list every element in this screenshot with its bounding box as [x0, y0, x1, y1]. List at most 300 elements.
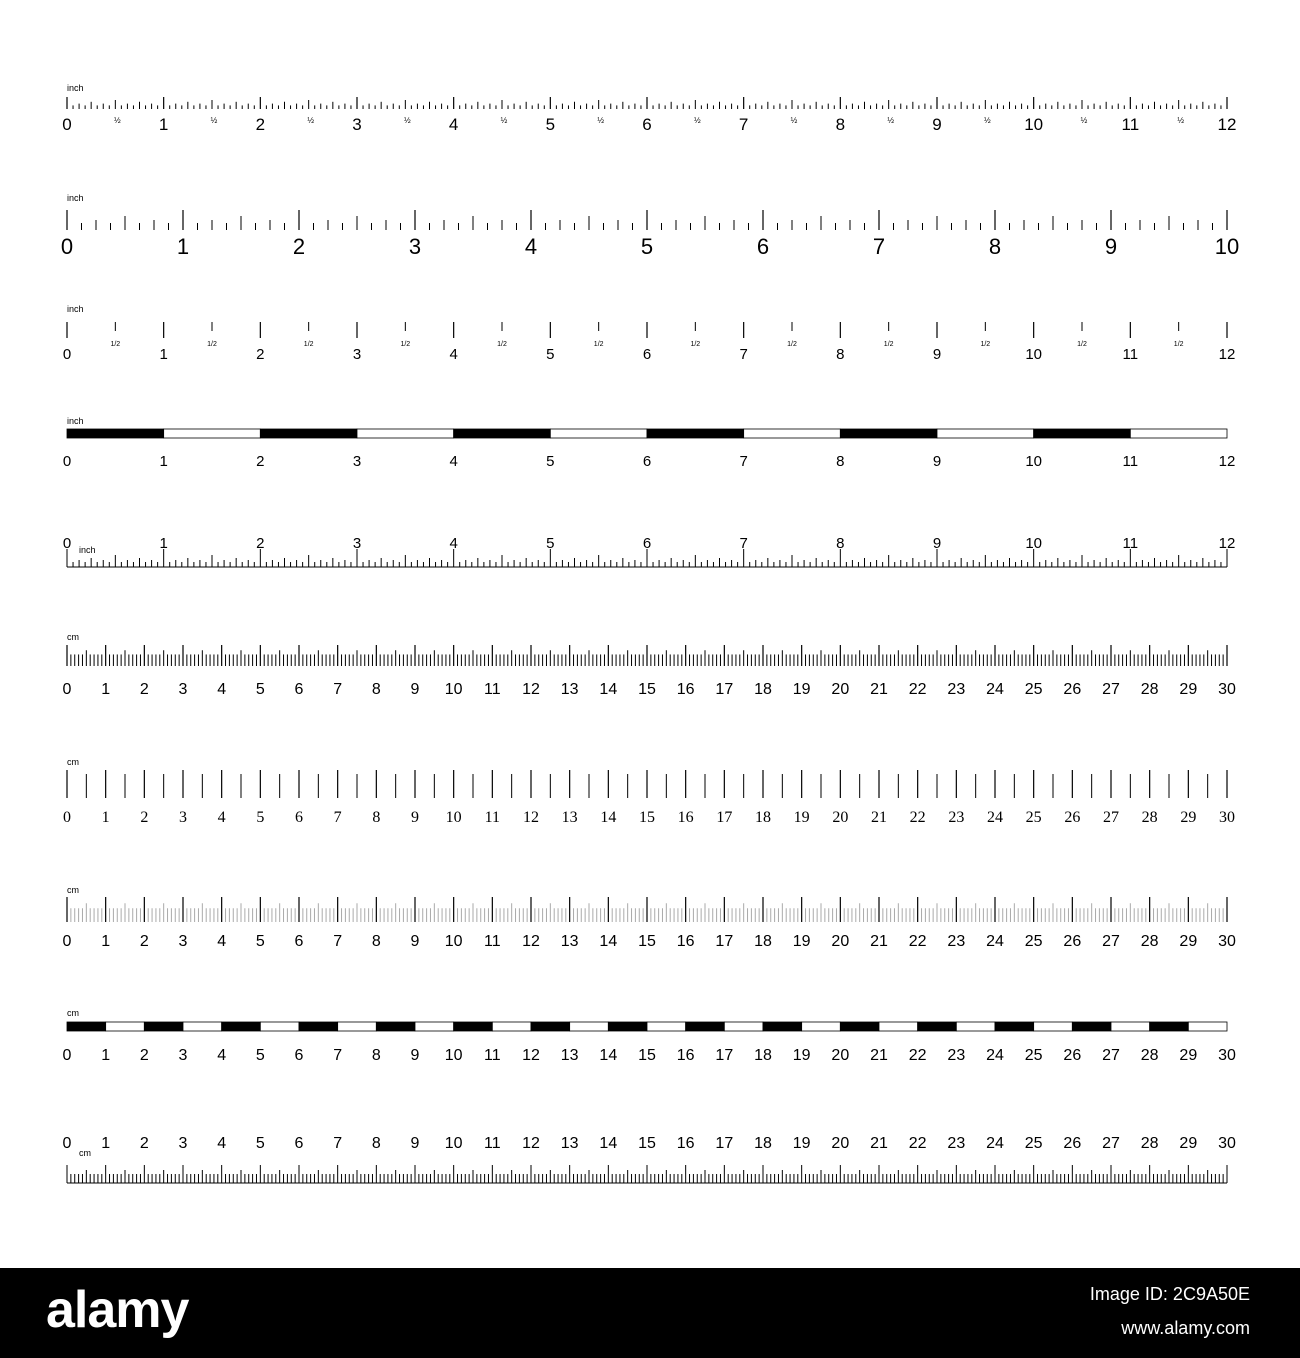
- inch-ruler-sixteenths: [62, 83, 1236, 134]
- tick-label: 12: [522, 681, 540, 698]
- scale-bar-segment: [1034, 429, 1131, 438]
- scale-bar-segment: [299, 1022, 338, 1031]
- tick-label: 12: [1217, 115, 1237, 134]
- tick-label: 1: [159, 535, 168, 552]
- scale-bar-segment: [454, 1022, 493, 1031]
- tick-label: 5: [255, 1135, 265, 1152]
- tick-label: 28: [1140, 933, 1159, 950]
- tick-label: 25: [1024, 1135, 1043, 1152]
- tick-label: 7: [333, 1047, 343, 1064]
- inch-ruler-halves: [63, 304, 1236, 363]
- tick-label: 10: [444, 1047, 463, 1064]
- tick-label: 0: [62, 535, 72, 552]
- tick-label: 12: [522, 1047, 540, 1064]
- tick-label: 14: [599, 681, 618, 698]
- tick-label: 9: [932, 535, 942, 552]
- inch-ruler-inverted: [63, 535, 1236, 567]
- tick-label: 2: [139, 1047, 149, 1064]
- half-label: 1/2: [303, 341, 314, 348]
- scale-bar-segment: [608, 1022, 647, 1031]
- tick-label: 0: [62, 453, 72, 470]
- tick-label: 13: [560, 1135, 579, 1152]
- tick-label: 16: [676, 1135, 695, 1152]
- cm-ruler-light: [63, 885, 1236, 950]
- tick-label: 3: [352, 346, 362, 363]
- tick-label: 4: [449, 535, 458, 552]
- tick-label: 21: [870, 933, 888, 950]
- tick-label: 26: [1063, 1047, 1082, 1064]
- tick-label: 7: [333, 1135, 343, 1152]
- tick-label: 10: [1024, 115, 1044, 134]
- tick-label: 6: [642, 115, 652, 134]
- tick-label: 11: [1122, 453, 1139, 470]
- tick-label: 15: [638, 1135, 656, 1152]
- tick-label: 15: [638, 1047, 656, 1064]
- inch-scale-bar: [63, 416, 1236, 470]
- tick-label: 26: [1063, 933, 1082, 950]
- half-label: 1/2: [1077, 341, 1087, 348]
- tick-label: 12: [522, 933, 540, 950]
- tick-label: 5: [256, 809, 265, 826]
- tick-label: 13: [560, 933, 579, 950]
- scale-bar-segment: [260, 1022, 299, 1031]
- tick-label: 28: [1140, 1047, 1159, 1064]
- tick-label: 9: [410, 1047, 420, 1064]
- tick-label: 23: [947, 1135, 966, 1152]
- tick-label: 11: [484, 681, 501, 698]
- tick-label: 3: [178, 681, 188, 698]
- tick-label: 0: [63, 809, 71, 826]
- tick-label: 22: [908, 681, 927, 698]
- tick-label: 23: [947, 933, 966, 950]
- tick-label: 1: [176, 234, 190, 259]
- tick-label: 16: [676, 681, 695, 698]
- tick-label: 16: [677, 809, 694, 826]
- site-url-text: www.alamy.com: [1121, 1318, 1250, 1338]
- tick-label: 6: [642, 346, 652, 363]
- tick-label: 30: [1218, 681, 1236, 698]
- scale-bar-segment: [454, 429, 551, 438]
- tick-label: 20: [831, 681, 850, 698]
- tick-label: 3: [352, 453, 362, 470]
- tick-label: 18: [754, 1047, 772, 1064]
- cm-ruler-inverted: [63, 1135, 1236, 1183]
- tick-label: 27: [1103, 809, 1119, 826]
- tick-label: 6: [756, 234, 770, 259]
- tick-label: 8: [836, 346, 845, 363]
- tick-label: 7: [739, 535, 748, 552]
- cm-ruler-halves: [63, 757, 1235, 826]
- half-label: ½: [307, 116, 315, 125]
- tick-label: 2: [256, 453, 265, 470]
- tick-label: 27: [1102, 1047, 1120, 1064]
- scale-bar-segment: [260, 429, 357, 438]
- tick-label: 2: [256, 535, 265, 552]
- tick-label: 6: [642, 453, 652, 470]
- half-label: 1/2: [980, 341, 991, 348]
- tick-label: 3: [179, 809, 187, 826]
- scale-bar-segment: [840, 1022, 879, 1031]
- tick-label: 4: [217, 681, 227, 698]
- unit-label: cm: [67, 1008, 79, 1018]
- tick-label: 2: [255, 115, 266, 134]
- tick-label: 21: [870, 1047, 888, 1064]
- tick-label: 17: [715, 933, 734, 950]
- scale-bar-segment: [1188, 1022, 1227, 1031]
- tick-label: 7: [333, 933, 343, 950]
- scale-bar-segment: [956, 1022, 995, 1031]
- tick-label: 28: [1140, 681, 1159, 698]
- scale-bar-segment: [550, 429, 647, 438]
- tick-label: 25: [1025, 809, 1042, 826]
- brand-logo: alamy: [46, 1281, 189, 1339]
- tick-label: 1: [101, 933, 111, 950]
- tick-label: 8: [371, 1135, 381, 1152]
- tick-label: 5: [545, 115, 556, 134]
- tick-label: 24: [986, 1047, 1004, 1064]
- scale-bar-segment: [763, 1022, 802, 1031]
- tick-label: 0: [62, 681, 72, 698]
- tick-label: 24: [987, 809, 1003, 826]
- tick-label: 9: [410, 933, 420, 950]
- tick-label: 14: [599, 1047, 618, 1064]
- scale-bar-segment: [67, 429, 164, 438]
- tick-label: 15: [639, 809, 655, 826]
- tick-label: 21: [870, 1135, 888, 1152]
- scale-bar-segment: [1150, 1022, 1189, 1031]
- tick-label: 20: [831, 1135, 850, 1152]
- tick-label: 29: [1179, 681, 1198, 698]
- tick-label: 7: [872, 234, 886, 259]
- tick-label: 7: [739, 453, 748, 470]
- tick-label: 2: [256, 346, 265, 363]
- scale-bar-segment: [744, 429, 841, 438]
- tick-label: 6: [294, 933, 304, 950]
- tick-label: 3: [178, 933, 188, 950]
- half-label: ½: [1080, 116, 1088, 125]
- scale-bar-segment: [67, 1022, 106, 1031]
- tick-label: 5: [546, 535, 555, 552]
- tick-label: 0: [62, 933, 72, 950]
- scale-bar-segment: [338, 1022, 377, 1031]
- cm-scale-bar: [63, 1008, 1236, 1064]
- tick-label: 17: [715, 1135, 734, 1152]
- scale-bar-segment: [492, 1022, 531, 1031]
- tick-label: 22: [908, 933, 927, 950]
- tick-label: 26: [1063, 681, 1082, 698]
- tick-label: 9: [410, 681, 420, 698]
- tick-label: 10: [1025, 535, 1043, 552]
- scale-bar-segment: [879, 1022, 918, 1031]
- tick-label: 30: [1219, 809, 1235, 826]
- tick-label: 18: [754, 933, 772, 950]
- half-label: 1/2: [690, 341, 701, 348]
- half-label: 1/2: [400, 341, 411, 348]
- tick-label: 10: [444, 681, 463, 698]
- tick-label: 9: [932, 115, 942, 134]
- tick-label: 29: [1179, 1135, 1198, 1152]
- scale-bar-segment: [570, 1022, 609, 1031]
- tick-label: 29: [1179, 933, 1198, 950]
- scale-bar-segment: [1034, 1022, 1073, 1031]
- tick-label: 8: [836, 535, 845, 552]
- tick-label: 1: [101, 1135, 111, 1152]
- tick-label: 11: [1122, 346, 1139, 363]
- scale-bar-segment: [415, 1022, 454, 1031]
- scale-bar-segment: [144, 1022, 183, 1031]
- tick-label: 3: [352, 535, 362, 552]
- tick-label: 9: [932, 346, 942, 363]
- tick-label: 8: [988, 234, 1002, 259]
- tick-label: 8: [835, 115, 846, 134]
- tick-label: 30: [1218, 1047, 1236, 1064]
- half-label: ½: [693, 116, 701, 125]
- inch-ruler-eighths: [61, 193, 1239, 259]
- tick-label: 24: [986, 681, 1004, 698]
- tick-label: 27: [1102, 681, 1120, 698]
- tick-label: 11: [484, 809, 501, 826]
- tick-label: 11: [1122, 535, 1139, 552]
- tick-label: 15: [638, 933, 656, 950]
- tick-label: 0: [62, 115, 72, 134]
- tick-label: 9: [932, 453, 942, 470]
- tick-label: 1: [101, 681, 111, 698]
- unit-label: cm: [67, 885, 79, 895]
- tick-label: 4: [448, 115, 459, 134]
- tick-label: 8: [836, 453, 845, 470]
- tick-label: 5: [546, 453, 555, 470]
- tick-label: 2: [140, 809, 149, 826]
- tick-label: 10: [1025, 346, 1043, 363]
- tick-label: 28: [1140, 1135, 1159, 1152]
- tick-label: 30: [1218, 933, 1236, 950]
- tick-label: 24: [986, 933, 1004, 950]
- tick-label: 6: [294, 1047, 304, 1064]
- tick-label: 2: [292, 234, 306, 259]
- tick-label: 14: [599, 933, 618, 950]
- tick-label: 7: [739, 346, 748, 363]
- scale-bar-segment: [106, 1022, 145, 1031]
- tick-label: 22: [908, 1135, 927, 1152]
- scale-bar-segment: [995, 1022, 1034, 1031]
- unit-label: cm: [67, 632, 79, 642]
- tick-label: 12: [523, 809, 539, 826]
- tick-label: 9: [410, 1135, 420, 1152]
- tick-label: 11: [484, 933, 501, 950]
- scale-bar-segment: [164, 429, 261, 438]
- tick-label: 8: [371, 681, 381, 698]
- half-label: ½: [983, 116, 991, 125]
- tick-label: 4: [217, 809, 226, 826]
- tick-label: 0: [60, 234, 74, 259]
- tick-label: 10: [445, 809, 462, 826]
- tick-label: 12: [522, 1135, 540, 1152]
- tick-label: 9: [411, 809, 419, 826]
- tick-label: 5: [640, 234, 654, 259]
- half-label: 1/2: [110, 341, 121, 348]
- half-label: ½: [597, 116, 605, 125]
- tick-label: 29: [1180, 809, 1197, 826]
- unit-label: inch: [67, 416, 84, 426]
- tick-label: 30: [1218, 1135, 1236, 1152]
- tick-label: 17: [715, 1047, 734, 1064]
- cm-ruler-mm: [63, 632, 1236, 698]
- scale-bar-segment: [918, 1022, 957, 1031]
- tick-label: 0: [62, 1047, 72, 1064]
- tick-label: 23: [947, 1047, 966, 1064]
- tick-label: 3: [178, 1047, 188, 1064]
- unit-label: inch: [67, 193, 84, 203]
- tick-label: 10: [1025, 453, 1043, 470]
- tick-label: 0: [62, 1135, 72, 1152]
- tick-label: 20: [831, 1047, 850, 1064]
- tick-label: 20: [832, 809, 849, 826]
- half-label: ½: [403, 116, 411, 125]
- tick-label: 3: [352, 115, 362, 134]
- unit-label: inch: [67, 83, 84, 93]
- tick-label: 20: [831, 933, 850, 950]
- tick-label: 14: [599, 1135, 618, 1152]
- tick-label: 2: [139, 681, 149, 698]
- scale-bar-segment: [724, 1022, 763, 1031]
- scale-bar-segment: [647, 1022, 686, 1031]
- tick-label: 13: [560, 1047, 579, 1064]
- scale-bar-segment: [183, 1022, 222, 1031]
- tick-label: 9: [1104, 234, 1118, 259]
- half-label: ½: [887, 116, 895, 125]
- tick-label: 10: [1214, 234, 1240, 259]
- tick-label: 2: [139, 933, 149, 950]
- tick-label: 18: [754, 1135, 772, 1152]
- tick-label: 6: [294, 1135, 304, 1152]
- tick-label: 27: [1102, 933, 1120, 950]
- scale-bar-segment: [686, 1022, 725, 1031]
- tick-label: 21: [870, 681, 888, 698]
- scale-bar-segment: [1130, 429, 1227, 438]
- half-label: 1/2: [497, 341, 507, 348]
- half-label: 1/2: [883, 341, 894, 348]
- tick-label: 13: [561, 809, 578, 826]
- scale-bar-segment: [531, 1022, 570, 1031]
- scale-bar-segment: [802, 1022, 841, 1031]
- tick-label: 19: [792, 933, 811, 950]
- tick-label: 7: [738, 115, 749, 134]
- tick-label: 22: [909, 809, 926, 826]
- tick-label: 1: [101, 809, 110, 826]
- tick-label: 26: [1063, 1135, 1082, 1152]
- tick-label: 8: [371, 933, 381, 950]
- tick-label: 1: [158, 115, 169, 134]
- tick-label: 11: [484, 1047, 501, 1064]
- tick-label: 4: [449, 346, 458, 363]
- tick-label: 4: [217, 1047, 227, 1064]
- tick-label: 19: [792, 681, 811, 698]
- tick-label: 5: [546, 346, 555, 363]
- tick-label: 19: [792, 1135, 811, 1152]
- unit-label: inch: [67, 304, 84, 314]
- tick-label: 17: [716, 809, 733, 826]
- half-label: 1/2: [787, 341, 797, 348]
- tick-label: 6: [294, 681, 304, 698]
- tick-label: 25: [1024, 933, 1043, 950]
- scale-bar-segment: [1072, 1022, 1111, 1031]
- tick-label: 16: [676, 1047, 695, 1064]
- image-id-text: Image ID: 2C9A50E: [1089, 1284, 1250, 1304]
- half-label: ½: [790, 116, 798, 125]
- tick-label: 19: [793, 809, 810, 826]
- tick-label: 1: [159, 453, 168, 470]
- tick-label: 5: [255, 933, 265, 950]
- scale-bar-segment: [357, 429, 454, 438]
- tick-label: 12: [1218, 346, 1236, 363]
- tick-label: 29: [1179, 1047, 1198, 1064]
- tick-label: 3: [178, 1135, 188, 1152]
- half-label: 1/2: [593, 341, 604, 348]
- tick-label: 12: [1218, 535, 1236, 552]
- tick-label: 22: [908, 1047, 927, 1064]
- half-label: 1/2: [207, 341, 217, 348]
- tick-label: 17: [715, 681, 734, 698]
- scale-bar-segment: [222, 1022, 261, 1031]
- tick-label: 26: [1064, 809, 1081, 826]
- footer-banner: [0, 1268, 1300, 1358]
- tick-label: 5: [255, 681, 265, 698]
- tick-label: 21: [871, 809, 887, 826]
- tick-label: 18: [755, 809, 771, 826]
- tick-label: 14: [600, 809, 617, 826]
- tick-label: 19: [792, 1047, 811, 1064]
- tick-label: 25: [1024, 681, 1043, 698]
- tick-label: 6: [295, 809, 303, 826]
- tick-label: 1: [101, 1047, 111, 1064]
- tick-label: 13: [560, 681, 579, 698]
- half-label: ½: [500, 116, 508, 125]
- tick-label: 5: [255, 1047, 265, 1064]
- unit-label: cm: [79, 1148, 91, 1158]
- tick-label: 23: [948, 809, 965, 826]
- tick-label: 12: [1218, 453, 1236, 470]
- tick-label: 10: [444, 933, 463, 950]
- half-label: ½: [1177, 116, 1185, 125]
- tick-label: 16: [676, 933, 695, 950]
- tick-label: 2: [139, 1135, 149, 1152]
- tick-label: 4: [449, 453, 458, 470]
- tick-label: 23: [947, 681, 966, 698]
- tick-label: 18: [754, 681, 772, 698]
- unit-label: cm: [67, 757, 79, 767]
- scale-bar-segment: [937, 429, 1034, 438]
- tick-label: 4: [217, 933, 227, 950]
- scale-bar-segment: [840, 429, 937, 438]
- tick-label: 27: [1102, 1135, 1120, 1152]
- tick-label: 25: [1024, 1047, 1043, 1064]
- tick-label: 3: [408, 234, 422, 259]
- tick-label: 11: [484, 1135, 501, 1152]
- tick-label: 1: [159, 346, 168, 363]
- half-label: ½: [113, 116, 121, 125]
- unit-label: inch: [79, 545, 96, 555]
- half-label: 1/2: [1173, 341, 1184, 348]
- tick-label: 4: [217, 1135, 227, 1152]
- tick-label: 7: [333, 681, 343, 698]
- tick-label: 24: [986, 1135, 1004, 1152]
- half-label: ½: [210, 116, 218, 125]
- tick-label: 10: [444, 1135, 463, 1152]
- tick-label: 0: [62, 346, 72, 363]
- tick-label: 15: [638, 681, 656, 698]
- tick-label: 8: [372, 809, 381, 826]
- scale-bar-segment: [1111, 1022, 1150, 1031]
